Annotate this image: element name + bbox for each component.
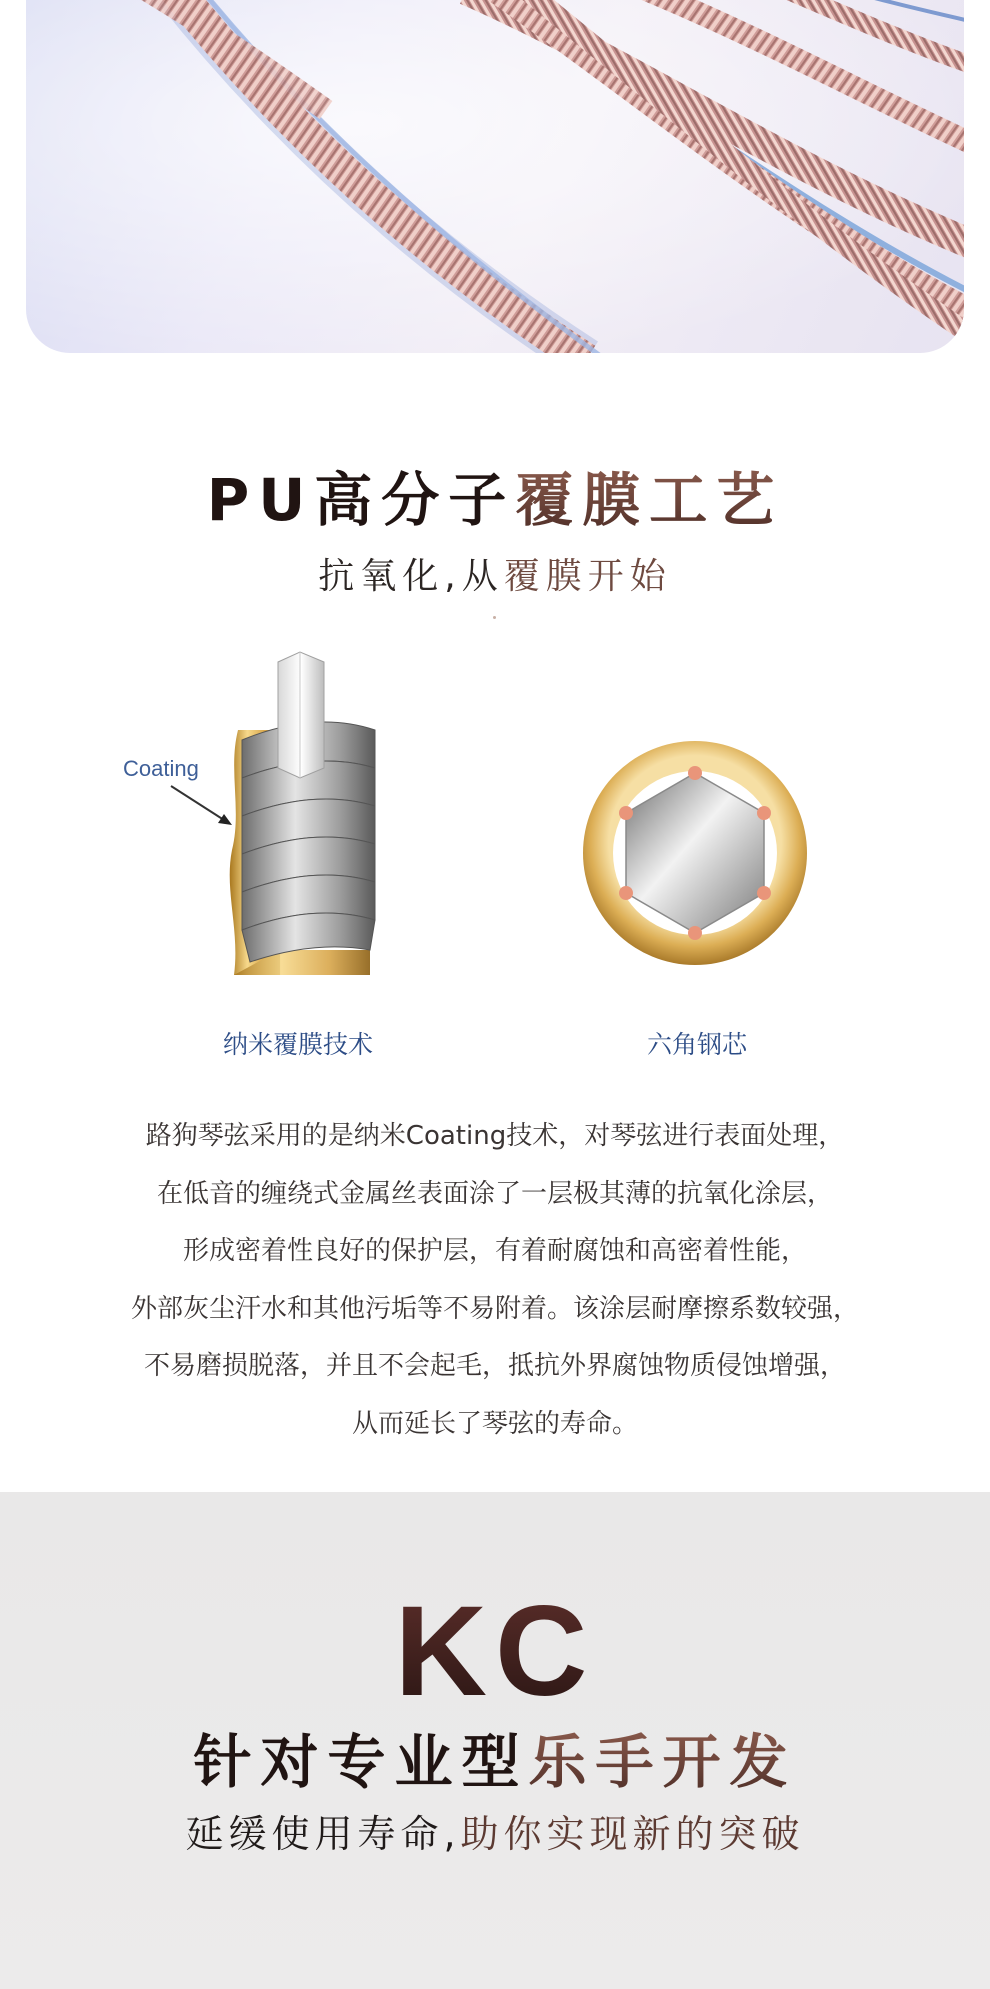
kc-subtitle-dark-part: 延缓使用寿命, — [185, 1812, 461, 1856]
guitar-strings-image — [26, 0, 964, 353]
kc-title — [0, 1722, 990, 1802]
description-line: 在低音的缠绕式金属丝表面涂了一层极其薄的抗氧化涂层， — [156, 1178, 833, 1209]
title-dark-part: PU高分子 — [206, 466, 516, 534]
decorative-dot — [493, 616, 496, 619]
section-title — [0, 460, 990, 540]
section-subtitle — [0, 552, 990, 602]
kc-subtitle — [0, 1808, 990, 1860]
title-brown-part: 覆膜工艺 — [515, 466, 784, 534]
description-line: 外部灰尘汗水和其他污垢等不易附着。该涂层耐摩擦系数较强， — [130, 1293, 859, 1324]
caption-nano-coating: 纳米覆膜技术 — [222, 1030, 373, 1059]
description-line: 不易磨损脱落，并且不会起毛，抵抗外界腐蚀物质侵蚀增强， — [143, 1351, 846, 1381]
kc-title-brown-part: 乐手开发 — [528, 1728, 797, 1796]
description-paragraph — [60, 1108, 930, 1453]
hex-core-cross-section — [580, 738, 810, 968]
description-line: 形成密着性良好的保护层，有着耐腐蚀和高密着性能， — [182, 1236, 807, 1266]
coating-label: Coating — [123, 756, 199, 781]
kc-heading: KC — [0, 1582, 990, 1722]
kc-title-dark-part: 针对专业型 — [193, 1728, 529, 1796]
subtitle-brown-part: 覆膜开始 — [503, 556, 672, 597]
description-line: 路狗琴弦采用的是纳米Coating技术，对琴弦进行表面处理， — [145, 1121, 845, 1151]
caption-hex-core: 六角钢芯 — [646, 1030, 747, 1059]
kc-subtitle-brown-part: 助你实现新的突破 — [460, 1812, 805, 1856]
description-line: 从而延长了琴弦的寿命。 — [351, 1408, 638, 1439]
subtitle-dark-part: 抗氧化,从 — [318, 556, 504, 597]
coating-arrow-icon — [168, 780, 238, 830]
hero-string-photo — [26, 0, 964, 353]
coated-string-illustration — [220, 650, 390, 980]
